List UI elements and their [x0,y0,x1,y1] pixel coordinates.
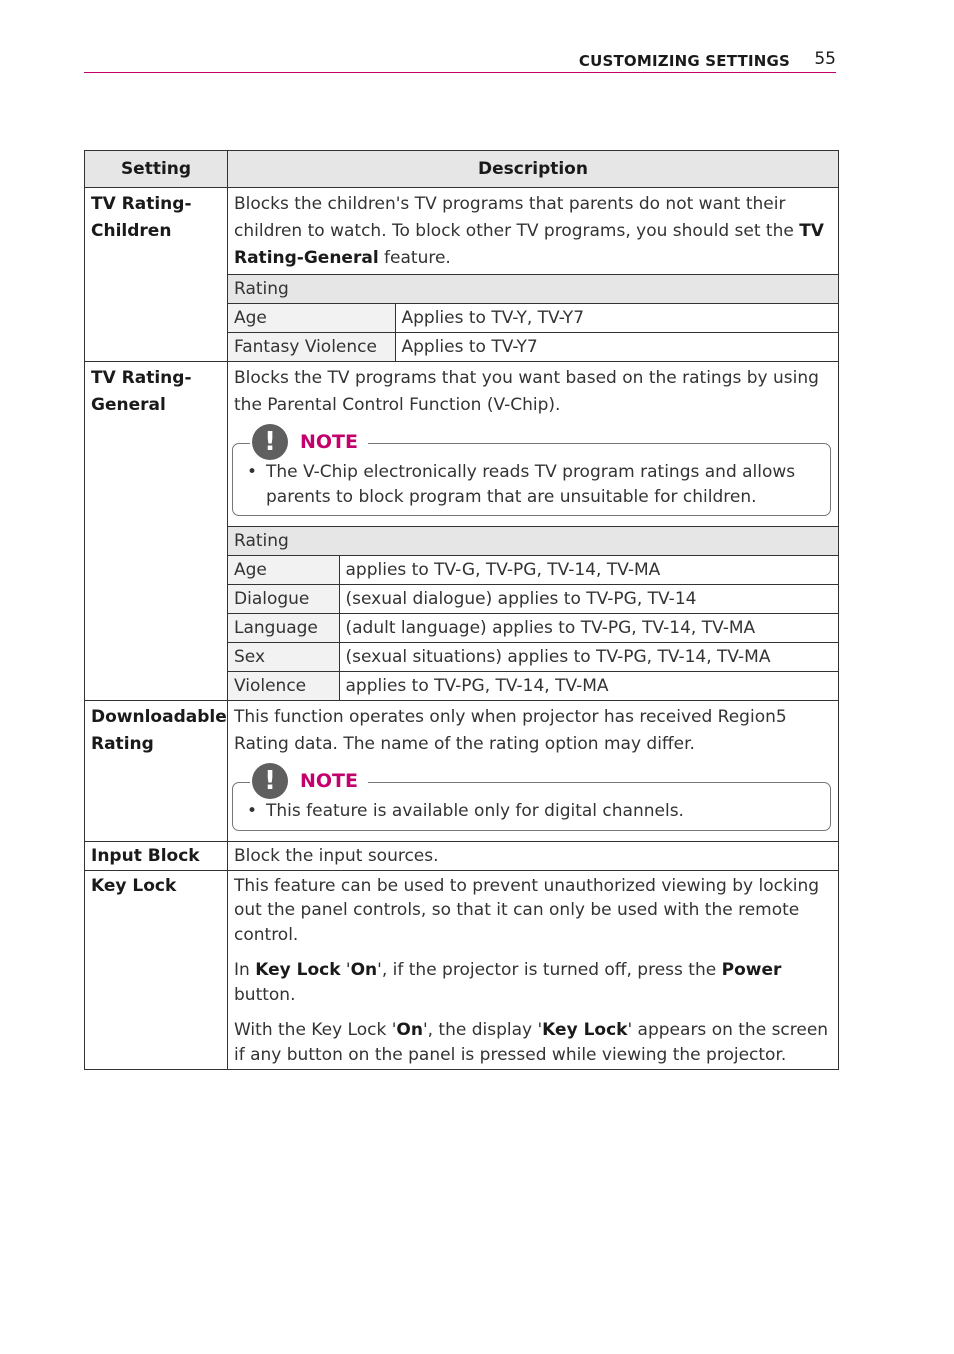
description-part: feature. [378,248,451,268]
note-text: This feature is available only for digital channels. [266,801,684,821]
note-heading [250,424,368,460]
note-label: NOTE [300,769,358,792]
column-header-description: Description [228,151,839,188]
rating-value: (adult language) applies to TV-PG, TV-14, TV-MA [339,614,838,643]
description-text [228,955,838,1009]
description-text [228,1015,838,1069]
rating-value: (sexual dialogue) applies to TV-PG, TV-14 [339,585,838,614]
rating-label: Age [228,304,395,333]
rating-label: Dialogue [228,585,339,614]
exclamation-icon: ! [252,763,288,799]
rating-value: Applies to TV-Y, TV-Y7 [395,304,838,333]
rating-row [228,333,838,362]
description-text: Blocks the TV programs that you want based on the ratings by using the Parental Control Function (V-Chip). [234,368,819,415]
rating-header: Rating [228,275,838,304]
description-part: ', the display ' [422,1020,543,1040]
exclamation-icon: ! [252,424,288,460]
setting-description [228,870,839,1070]
page-header [84,46,836,73]
setting-name: TV Rating-General [85,362,228,701]
note-box [232,427,831,516]
description-part: button. [234,984,296,1005]
rating-row [228,585,838,614]
table-row [85,188,839,362]
rating-row [228,614,838,643]
setting-description [228,841,839,870]
description-text: This function operates only when projector has received Region5 Rating data. The name of the rating option may differ. [234,707,787,754]
rating-label: Language [228,614,339,643]
rating-value: Applies to TV-Y7 [395,333,838,362]
setting-name: TV Rating-Children [85,188,228,362]
column-header-setting: Setting [85,151,228,188]
setting-description [228,188,839,362]
table-row [85,362,839,701]
rating-label: Age [228,556,339,585]
table-row [85,870,839,1070]
description-bold: On [396,1020,423,1040]
rating-row [228,556,838,585]
description-bold: Key Lock [542,1020,628,1040]
rating-subtable [228,526,838,700]
description-bold: On [350,960,378,980]
setting-description [228,362,839,701]
rating-value: applies to TV-G, TV-PG, TV-14, TV-MA [339,556,838,585]
description-part: Blocks the children's TV programs that parents do not want their children to watch. To block other TV programs, you should set the [234,194,800,241]
rating-value: applies to TV-PG, TV-14, TV-MA [339,672,838,701]
table-row [85,701,839,842]
note-label: NOTE [300,430,358,453]
settings-table [84,150,839,1070]
page-number: 55 [814,49,836,69]
description-part: With the Key Lock ' [234,1020,397,1040]
description-text [228,188,838,274]
bullet-icon: • [247,462,258,482]
rating-row [228,304,838,333]
note-box [232,766,831,831]
table-header-row [85,151,839,188]
description-part: ' [340,960,351,980]
description-text: Block the input sources. [234,845,439,866]
setting-name: Key Lock [85,870,228,1070]
rating-row [228,672,838,701]
rating-subtable [228,274,838,361]
note-heading [250,763,368,799]
rating-header: Rating [228,527,838,556]
description-part: ' appears on the screen if any button on the panel is pressed while viewing the projector. [234,1020,829,1065]
section-title: CUSTOMIZING SETTINGS [578,52,790,70]
rating-row [228,643,838,672]
rating-label: Sex [228,643,339,672]
bullet-icon: • [247,801,258,821]
rating-value: (sexual situations) applies to TV-PG, TV-14, TV-MA [339,643,838,672]
rating-label: Violence [228,672,339,701]
description-part: ', if the projector is turned off, press the [377,960,722,980]
setting-name: Downloadable Rating [85,701,228,842]
description-bold: TV Rating-General [234,221,824,268]
setting-name: Input Block [85,841,228,870]
table-row [85,841,839,870]
description-text: This feature can be used to prevent unauthorized viewing by locking out the panel controls, so that it can only be used with the remote control. [234,875,820,945]
setting-description [228,701,839,842]
note-text: The V-Chip electronically reads TV program ratings and allows parents to block program that are unsuitable for children. [266,462,796,507]
description-bold: Key Lock [255,960,341,980]
rating-label: Fantasy Violence [228,333,395,362]
description-bold: Power [721,960,782,980]
description-part: In [234,960,256,980]
